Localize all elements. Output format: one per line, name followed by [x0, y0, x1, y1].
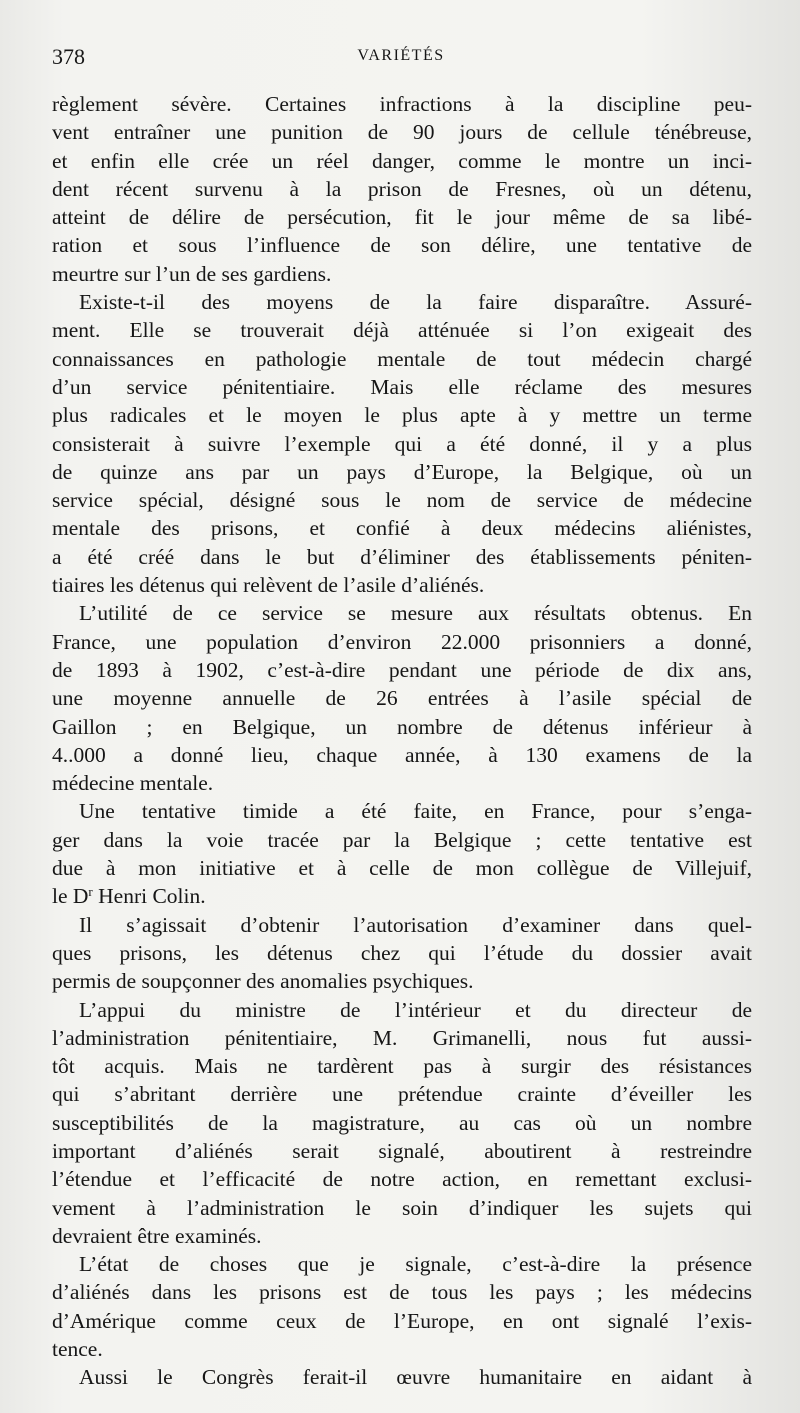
- text-line: important d’aliénés serait signalé, aboutirent à restreindre: [52, 1138, 752, 1163]
- text-line: de quinze ans par un pays d’Europe, la Belgique, où un: [52, 459, 752, 484]
- text-line: mentale des prisons, et confié à deux médecins aliénistes,: [52, 516, 752, 541]
- text-line: ger dans la voie tracée par la Belgique ; cette tentative est: [52, 827, 752, 852]
- text-line: d’aliénés dans les prisons est de tous les pays ; les médecins: [52, 1280, 752, 1305]
- text-line: a été créé dans le but d’éliminer des établissements péniten-: [52, 544, 752, 569]
- text-line: tence.: [52, 1337, 103, 1362]
- text-line: ques prisons, les détenus chez qui l’étude du dossier avait: [52, 940, 752, 965]
- text-line: 4..000 a donné lieu, chaque année, à 130 examens de la: [52, 742, 752, 767]
- paragraph-start: Il s’agissait d’obtenir l’autorisation d’examiner dans quel-: [79, 912, 752, 937]
- paragraph-start: Une tentative timide a été faite, en France, pour s’enga-: [79, 799, 752, 824]
- text-line: d’un service pénitentiaire. Mais elle réclame des mesures: [52, 374, 752, 399]
- text-line: dent récent survenu à la prison de Fresnes, où un détenu,: [52, 176, 752, 201]
- doctor-name: Henri Colin.: [92, 884, 206, 909]
- running-title: VARIÉTÉS: [357, 47, 445, 64]
- text-line: meurtre sur l’un de ses gardiens.: [52, 261, 332, 286]
- text-line: ment. Elle se trouverait déjà atténuée si l’on exigeait des: [52, 318, 752, 343]
- page-number: 378: [52, 44, 85, 69]
- text-line: atteint de délire de persécution, fit le jour même de sa libé-: [52, 205, 752, 230]
- text-line: devraient être examinés.: [52, 1223, 262, 1248]
- paragraph-start: L’appui du ministre de l’intérieur et du directeur de: [79, 997, 752, 1022]
- text-line: due à mon initiative et à celle de mon collègue de Villejuif,: [52, 856, 752, 881]
- text-line: France, une population d’environ 22.000 prisonniers a donné,: [52, 629, 752, 654]
- text-line: règlement sévère. Certaines infractions à la discipline peu-: [52, 92, 752, 116]
- paragraph-start: L’utilité de ce service se mesure aux résultats obtenus. En: [79, 601, 752, 626]
- text-line: et enfin elle crée un réel danger, comme le montre un inci-: [52, 148, 752, 173]
- text-line: Gaillon ; en Belgique, un nombre de détenus inférieur à: [52, 714, 752, 739]
- text-line: une moyenne annuelle de 26 entrées à l’asile spécial de: [52, 686, 752, 711]
- text-line: plus radicales et le moyen le plus apte à y mettre un terme: [52, 403, 752, 428]
- text-line: tiaires les détenus qui relèvent de l’asile d’aliénés.: [52, 573, 485, 598]
- text-line: connaissances en pathologie mentale de tout médecin chargé: [52, 346, 752, 371]
- doctor-abbrev: le D: [52, 884, 89, 909]
- text-line: de 1893 à 1902, c’est-à-dire pendant une période de dix ans,: [52, 657, 752, 682]
- text-line: l’étendue et l’efficacité de notre action, en remettant exclusi-: [52, 1167, 752, 1192]
- text-line: vement à l’administration le soin d’indiquer les sujets qui: [52, 1195, 752, 1220]
- text-line: l’administration pénitentiaire, M. Grimanelli, nous fut aussi-: [52, 1025, 752, 1050]
- text-line: permis de soupçonner des anomalies psychiques.: [52, 969, 474, 994]
- text-line: service spécial, désigné sous le nom de service de médecine: [52, 488, 752, 513]
- text-line: consisterait à suivre l’exemple qui a été donné, il y a plus: [52, 431, 752, 456]
- text-line: susceptibilités de la magistrature, au cas où un nombre: [52, 1110, 752, 1135]
- text-line: tôt acquis. Mais ne tardèrent pas à surgir des résistances: [52, 1054, 752, 1079]
- paragraph-start: Aussi le Congrès ferait-il œuvre humanitaire en aidant à: [79, 1365, 752, 1390]
- text-line: [52, 882, 752, 910]
- paragraph-start: L’état de choses que je signale, c’est-à-dire la présence: [79, 1252, 752, 1277]
- text-line: qui s’abritant derrière une prétendue crainte d’éveiller les: [52, 1082, 752, 1107]
- doctor-abbrev-sup: r: [88, 884, 93, 900]
- paragraph-start: Existe-t-il des moyens de la faire disparaître. Assuré-: [79, 290, 752, 315]
- text-line: vent entraîner une punition de 90 jours de cellule ténébreuse,: [52, 120, 752, 145]
- text-line: d’Amérique comme ceux de l’Europe, en ont signalé l’exis-: [52, 1308, 752, 1333]
- text-line: médecine mentale.: [52, 771, 214, 796]
- body-text: [52, 90, 752, 1392]
- running-head: [52, 44, 750, 74]
- text-line: ration et sous l’influence de son délire, une tentative de: [52, 233, 752, 258]
